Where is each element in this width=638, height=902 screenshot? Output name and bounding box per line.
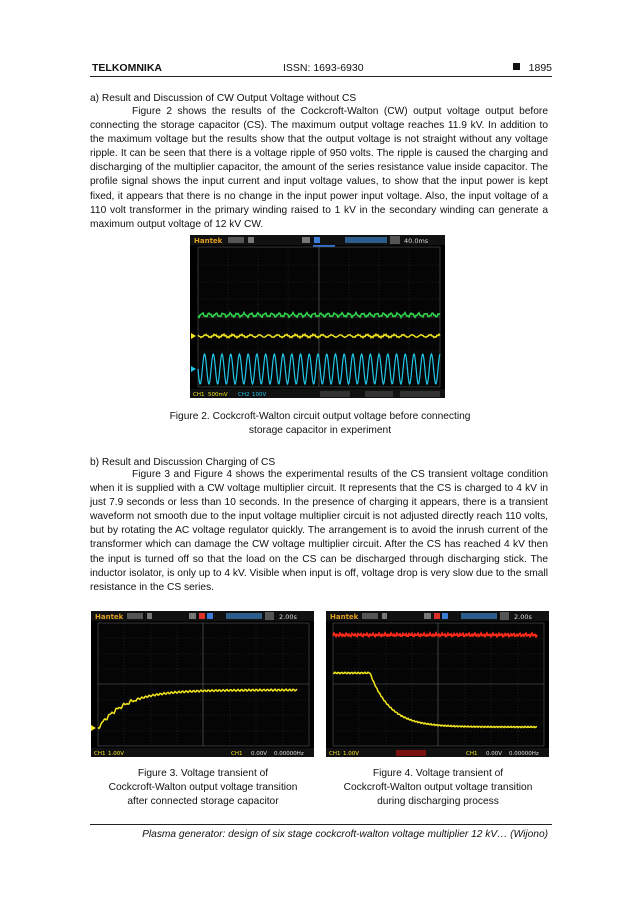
fig3-brand: Hantek bbox=[95, 613, 124, 621]
fig2-caption-line1: Figure 2. Cockcroft-Walton circuit output voltage before connecting bbox=[169, 411, 471, 422]
journal-name: TELKOMNIKA bbox=[92, 62, 162, 74]
page-number: 1895 bbox=[528, 62, 552, 74]
fig3-caption-line3: after connected storage capacitor bbox=[127, 796, 279, 807]
running-footer: Plasma generator: design of six stage cockcroft-walton voltage multiplier 12 kV… (Wijono) bbox=[142, 829, 548, 840]
issn: ISSN: 1693-6930 bbox=[283, 62, 364, 74]
fig4-ch1-trigger-label: CH1 bbox=[466, 751, 478, 757]
fig4-freq: 0.00000Hz bbox=[509, 751, 539, 757]
page-number-box bbox=[513, 62, 552, 74]
fig4-time: 2.00s bbox=[514, 613, 532, 621]
header-rule bbox=[90, 76, 552, 77]
fig3-caption-line2: Cockcroft-Walton output voltage transition bbox=[108, 782, 298, 793]
figure-2-caption bbox=[120, 410, 520, 438]
figure-4-caption bbox=[320, 767, 556, 809]
fig3-time: 2.00s bbox=[279, 613, 297, 621]
figure-2-screen bbox=[190, 235, 445, 398]
fig2-ch2-label: CH2 bbox=[238, 392, 250, 398]
fig4-brand: Hantek bbox=[330, 613, 359, 621]
fig4-ch2-level: 0.00V bbox=[486, 751, 503, 757]
fig2-ch1-label: CH1 bbox=[193, 392, 205, 398]
fig3-ch1-trigger-label: CH1 bbox=[231, 751, 243, 757]
section-a-text: Figure 2 shows the results of the Cockcroft-Walton (CW) output voltage output before connecting the storage capacitor (CS). The maximum output voltage reaches 11.9 kV. In addition to the maximum voltage but the results show that the output voltage is not straight without any voltage ripple. It can be seen that there is a voltage ripple of 950 volts. The ripple is caused the charging and discharging of the multiplier capacitor, the amount of the series resistance value inside capacitor. The profile signal shows the input current and input voltage values, to show that the input power is kept fixed, it appears that there is no change in the input power input voltage. Also, the input voltage of a 110 volt transformer in the primary winding raised to 1 kV in the secondary winding can generate a maximum output voltage of 12 kV CW. bbox=[90, 106, 548, 230]
section-b-text: Figure 3 and Figure 4 shows the experimental results of the CS transient voltage condition when it is supplied with a CW voltage multiplier circuit. It represents that the CS is charged to 4 kV in just 7.9 seconds or less than 10 seconds. In the presence of charging it appears, there is a transient waveform not smooth due to the input voltage multiplier circuit is not adjusted directly reach 110 volts, but by rotating the AC voltage regulator quickly. The arrangement is to avoid the inrush current of the transformer which can damage the CW voltage multiplier circuit. After the CS has reached 4 kV then the input is turned off so that the load on the CS can be discharged through discharging stick. The inductor isolator, is only up to 4 kV. Visible when input is off, voltage drop is very slow due to the small resistance in the CS series. bbox=[90, 469, 548, 593]
fig2-ch1-scale: 500mV bbox=[208, 392, 228, 398]
fig4-ch1-label: CH1 bbox=[329, 751, 341, 757]
figure-3-caption bbox=[85, 767, 321, 809]
fig2-brand: Hantek bbox=[194, 237, 223, 245]
figure-4-screen bbox=[326, 611, 549, 757]
fig4-caption-line1: Figure 4. Voltage transient of bbox=[372, 768, 504, 779]
section-a-paragraph bbox=[90, 105, 548, 232]
figure-3-oscilloscope bbox=[91, 611, 314, 757]
fig3-ch1-scale: 1.00V bbox=[108, 751, 125, 757]
figure-2-oscilloscope bbox=[190, 235, 445, 398]
fig3-freq: 0.00000Hz bbox=[274, 751, 304, 757]
fig2-ch2-scale: 100V bbox=[252, 392, 267, 398]
fig4-red-trace bbox=[333, 633, 537, 636]
fig2-caption-line2: storage capacitor in experiment bbox=[248, 425, 392, 436]
fig3-ch1-label: CH1 bbox=[94, 751, 106, 757]
section-b-heading: b) Result and Discussion Charging of CS bbox=[90, 457, 276, 468]
fig4-caption-line2: Cockcroft-Walton output voltage transition bbox=[343, 782, 533, 793]
footer-rule bbox=[90, 824, 552, 825]
section-b-paragraph bbox=[90, 468, 548, 595]
figure-3-screen bbox=[91, 611, 314, 757]
fig4-ch1-scale: 1.00V bbox=[343, 751, 360, 757]
fig4-caption-line3: during discharging process bbox=[377, 796, 499, 807]
fig2-time: 40.0ms bbox=[404, 237, 429, 245]
section-a-heading: a) Result and Discussion of CW Output Voltage without CS bbox=[90, 93, 357, 104]
fig3-caption-line1: Figure 3. Voltage transient of bbox=[137, 768, 269, 779]
figure-4-oscilloscope bbox=[326, 611, 549, 757]
fig3-ch2-level: 0.00V bbox=[251, 751, 268, 757]
square-bullet-icon bbox=[513, 63, 520, 70]
